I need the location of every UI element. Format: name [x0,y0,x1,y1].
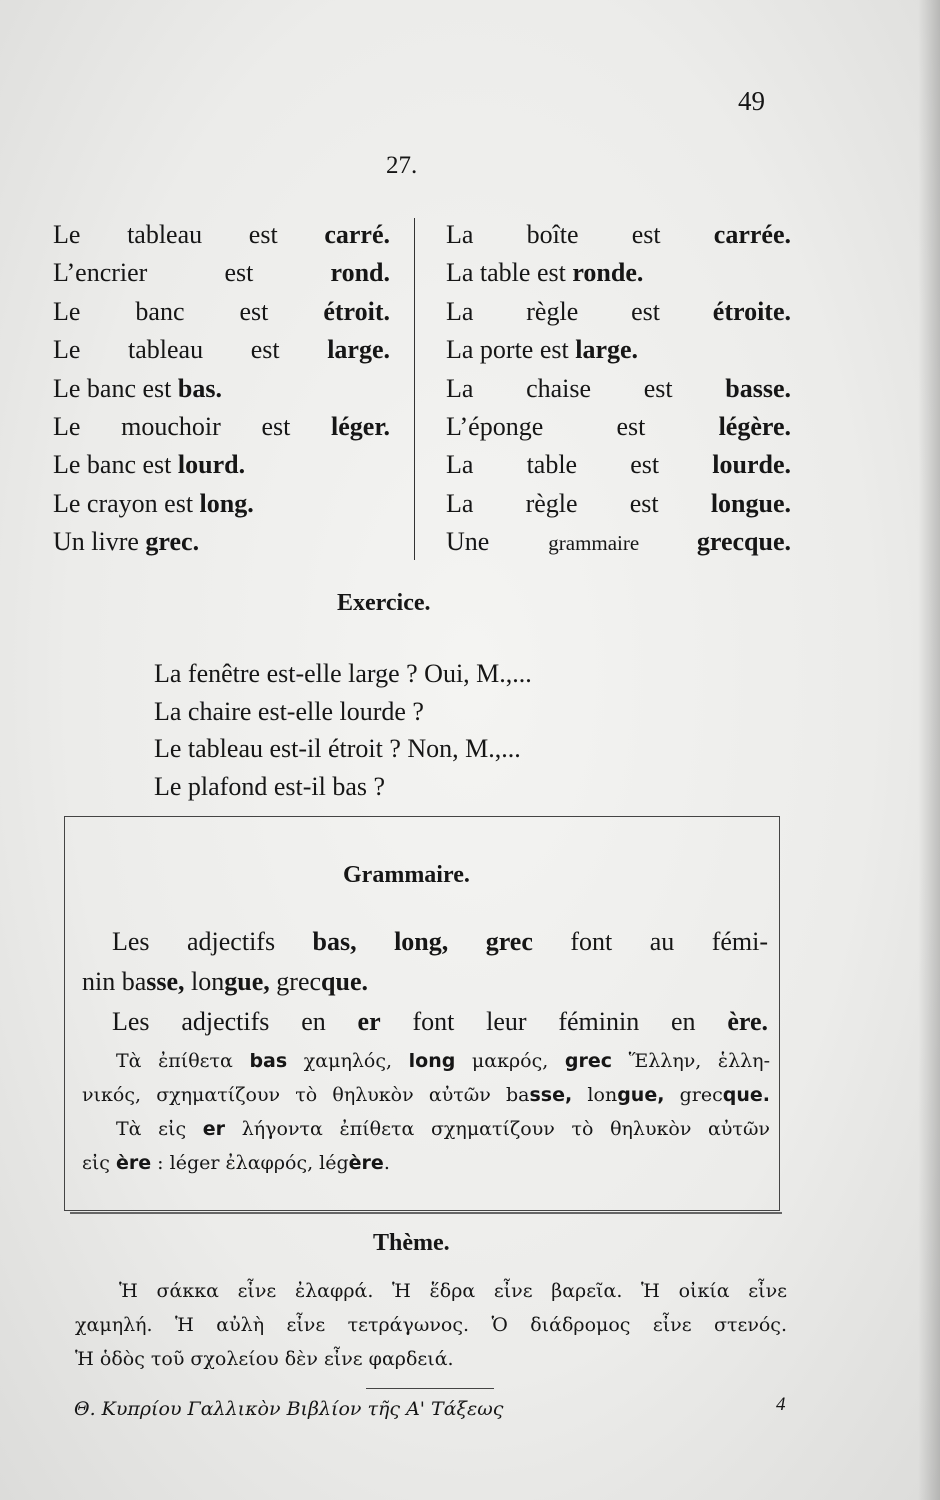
theme-line: Ἡ ὁδὸς τοῦ σχολείου δὲν εἶνε φαρδειά. [75,1348,454,1370]
left-line: Le tableau est carré. [53,220,390,249]
right-line: La règle est longue. [446,488,791,518]
grammar-french-rule [82,922,768,1042]
right-line: L’éponge est légère. [446,411,791,441]
grammar-title: Grammaire. [343,862,470,888]
footer-rule [366,1388,494,1389]
exercise-line: Le tableau est-il étroit ? Non, M.,... [154,734,521,764]
exercise-block [154,655,532,805]
left-line: Le banc est bas. [53,373,222,403]
right-line: La porte est large. [446,335,639,365]
exercise-line: La fenêtre est-elle large ? Oui, M.,... [154,659,532,688]
right-column [446,216,791,562]
theme-title: Thème. [373,1230,450,1256]
grammar-greek-line: Τὰ ἐπίθετα bas χαμηλός, long μακρός, grec Ἕλλην, ἑλλη- [116,1050,770,1072]
grammar-line: Les adjectifs en er font leur féminin en ère. [112,1007,768,1036]
right-line: La règle est étroite. [446,296,791,326]
left-line: Le banc est lourd. [53,450,246,480]
left-line: Un livre grec. [53,527,200,557]
right-line: La chaise est basse. [446,373,791,403]
left-column [53,216,408,562]
exercise-line: Le plafond est-il bas ? [154,771,386,801]
left-line: Le banc est étroit. [53,296,390,326]
grammar-greek-line: Τὰ εἰς er λήγοντα ἐπίθετα σχηματίζουν τὸ θηλυκὸν αὐτῶν [116,1118,770,1140]
exercise-title: Exercice. [337,590,431,616]
theme-line: χαμηλή. Ἡ αὐλὴ εἶνε τετράγωνος. Ὁ διάδρομος εἶνε στενός. [75,1314,787,1336]
column-divider [414,218,415,560]
left-line: Le mouchoir est léger. [53,411,390,441]
page-edge-shadow [918,0,940,1500]
exercise-line: La chaire est-elle lourde ? [154,696,424,726]
grammar-greek-line: εἰς ère : léger ἐλαφρός, légère. [82,1152,390,1174]
grammar-box-shadow-rule [70,1212,782,1214]
left-line: Le tableau est large. [53,335,390,365]
grammar-greek-rule [82,1044,770,1180]
right-line: La boîte est carrée. [446,220,791,249]
grammar-line: nin basse, longue, grecque. [82,967,368,996]
signature-mark: 4 [776,1394,786,1415]
right-line: La table est ronde. [446,258,644,288]
theme-line: Ἡ σάκκα εἶνε ἐλαφρά. Ἡ ἕδρα εἶνε βαρεῖα. Ἡ οἰκία εἶνε [119,1280,787,1302]
left-line: L’encrier est rond. [53,258,390,288]
grammar-line: Les adjectifs bas, long, grec font au fémi- [112,927,769,956]
right-line: Une grammaire grecque. [446,527,791,557]
grammar-greek-line: νικός, σχηματίζουν τὸ θηλυκὸν αὐτῶν basse, longue, grecque. [82,1084,770,1106]
page-number: 49 [738,86,765,116]
footer-imprint: Θ. Κυπρίου Γαλλικὸν Βιβλίον τῆς Α' Τάξεως [74,1398,504,1420]
theme-block [75,1274,787,1376]
right-line: La table est lourde. [446,450,791,480]
left-line: Le crayon est long. [53,488,254,518]
lesson-number: 27. [386,152,418,179]
